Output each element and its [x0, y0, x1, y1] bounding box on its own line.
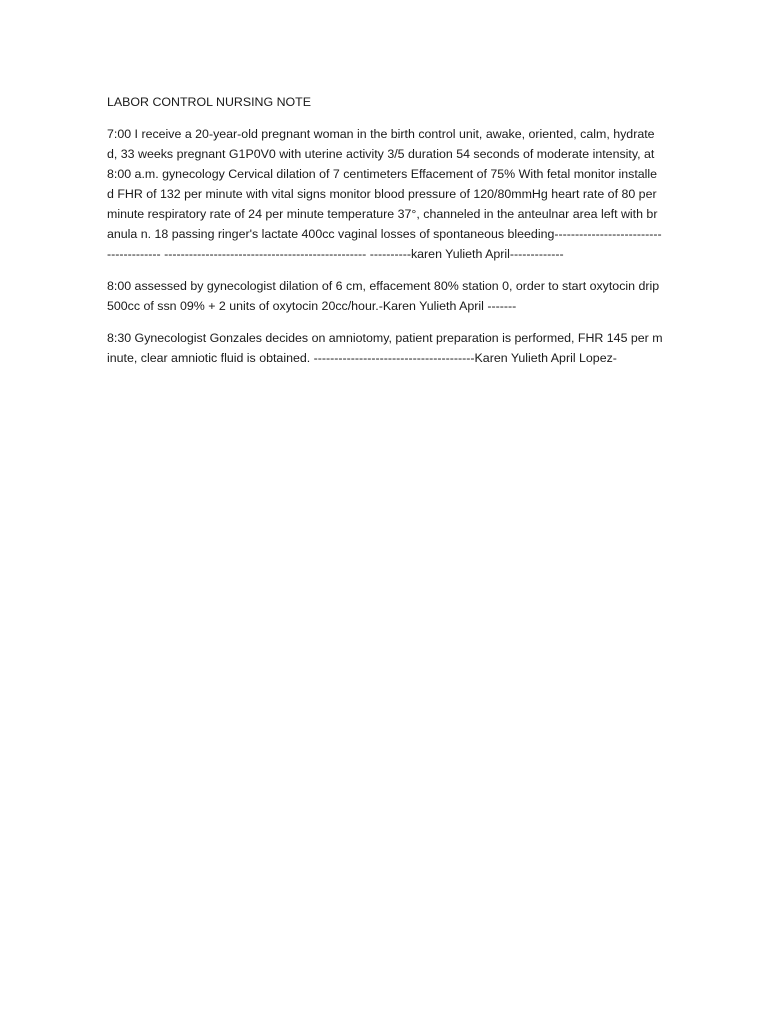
- note-entry-0800: 8:00 assessed by gynecologist dilation of 6 cm, effacement 80% station 0, order to start oxytocin drip 500cc of ssn 09% + 2 units of oxytocin 20cc/hour.-Karen Yulieth April -------: [107, 279, 663, 313]
- document-title: LABOR CONTROL NURSING NOTE: [107, 95, 312, 109]
- note-entry-0830: 8:30 Gynecologist Gonzales decides on amniotomy, patient preparation is performed, FHR 145 per minute, clear amniotic fluid is obtained. ---------------------------------------Karen Yulieth April Lopez-: [107, 331, 663, 365]
- note-entry-0700: 7:00 I receive a 20-year-old pregnant woman in the birth control unit, awake, oriented, calm, hydrated, 33 weeks pregnant G1P0V0 with uterine activity 3/5 duration 54 seconds of moderate intensity, at 8:00 a.m. gynecology Cervical dilation of 7 centimeters Effacement of 75% With fetal monitor installed FHR of 132 per minute with vital signs monitor blood pressure of 120/80mmHg heart rate of 80 per minute respiratory rate of 24 per minute temperature 37°, channeled in the anteulnar area left with branula n. 18 passing ringer's lactate 400cc vaginal losses of spontaneous bleeding--------------------------------------- ------------------------------------------------- ----------karen Yulieth April-------------: [107, 127, 662, 261]
- nursing-note-body: [107, 92, 663, 380]
